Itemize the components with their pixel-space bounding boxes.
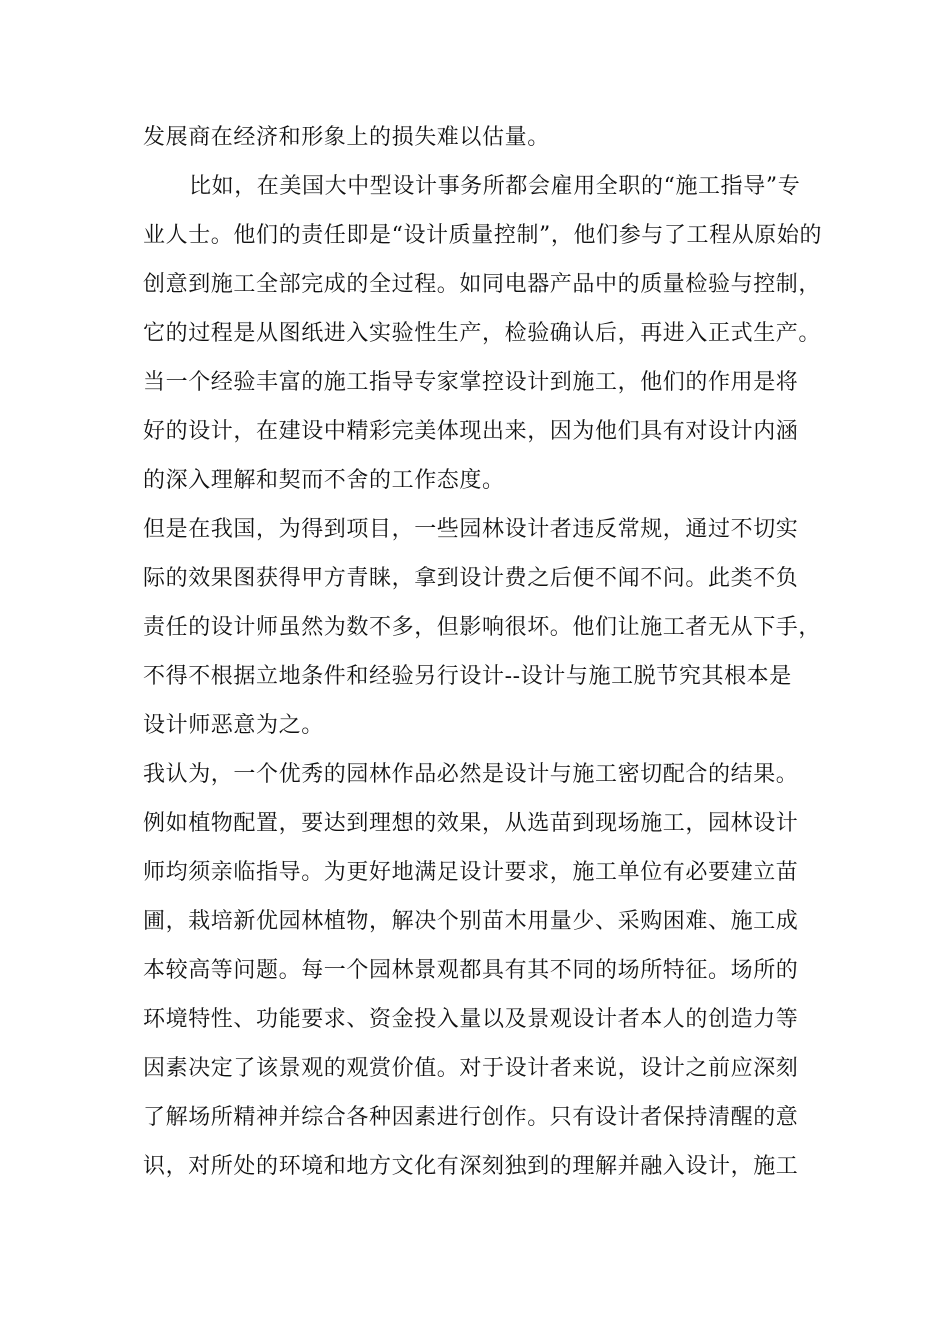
text-line: 例如植物配置，要达到理想的效果，从选苗到现场施工，园林设计 <box>143 811 799 836</box>
text-line: 设计师恶意为之。 <box>143 713 324 738</box>
text-line: 了解场所精神并综合各种因素进行创作。只有设计者保持清醒的意 <box>143 1105 799 1130</box>
text-line: 的深入理解和契而不舍的工作态度。 <box>143 468 505 493</box>
paragraph-first-line: 我认为，一个优秀的园林作品必然是设计与施工密切配合的结果。 <box>143 762 799 787</box>
text-line: 发展商在经济和形象上的损失难以估量。 <box>143 125 550 150</box>
text-line: 际的效果图获得甲方青睐，拿到设计费之后便不闻不问。此类不负 <box>143 566 799 591</box>
text-line: 好的设计，在建设中精彩完美体现出来，因为他们具有对设计内涵 <box>143 419 799 444</box>
text-line: 责任的设计师虽然为数不多，但影响很坏。他们让施工者无从下手， <box>143 615 822 640</box>
text-line: 它的过程是从图纸进入实验性生产，检验确认后，再进入正式生产。 <box>143 321 822 346</box>
text-line: 师均须亲临指导。为更好地满足设计要求，施工单位有必要建立苗 <box>143 860 799 885</box>
text-line: 圃，栽培新优园林植物，解决个别苗木用量少、采购困难、施工成 <box>143 909 799 934</box>
text-line: 本较高等问题。每一个园林景观都具有其不同的场所特征。场所的 <box>143 958 799 983</box>
text-line: 业人士。他们的责任即是“设计质量控制”，他们参与了工程从原始的 <box>143 223 823 248</box>
text-line: 识，对所处的环境和地方文化有深刻独到的理解并融入设计，施工 <box>143 1154 799 1179</box>
text-line: 环境特性、功能要求、资金投入量以及景观设计者本人的创造力等 <box>143 1007 799 1032</box>
text-line: 因素决定了该景观的观赏价值。对于设计者来说，设计之前应深刻 <box>143 1056 799 1081</box>
text-line: 当一个经验丰富的施工指导专家掌控设计到施工，他们的作用是将 <box>143 370 799 395</box>
paragraph-first-line: 但是在我国，为得到项目，一些园林设计者违反常规，通过不切实 <box>143 517 799 542</box>
paragraph-first-line: 比如，在美国大中型设计事务所都会雇用全职的“施工指导”专 <box>189 174 801 199</box>
text-line: 不得不根据立地条件和经验另行设计--设计与施工脱节究其根本是 <box>143 664 792 689</box>
text-line: 创意到施工全部完成的全过程。如同电器产品中的质量检验与控制， <box>143 272 822 297</box>
